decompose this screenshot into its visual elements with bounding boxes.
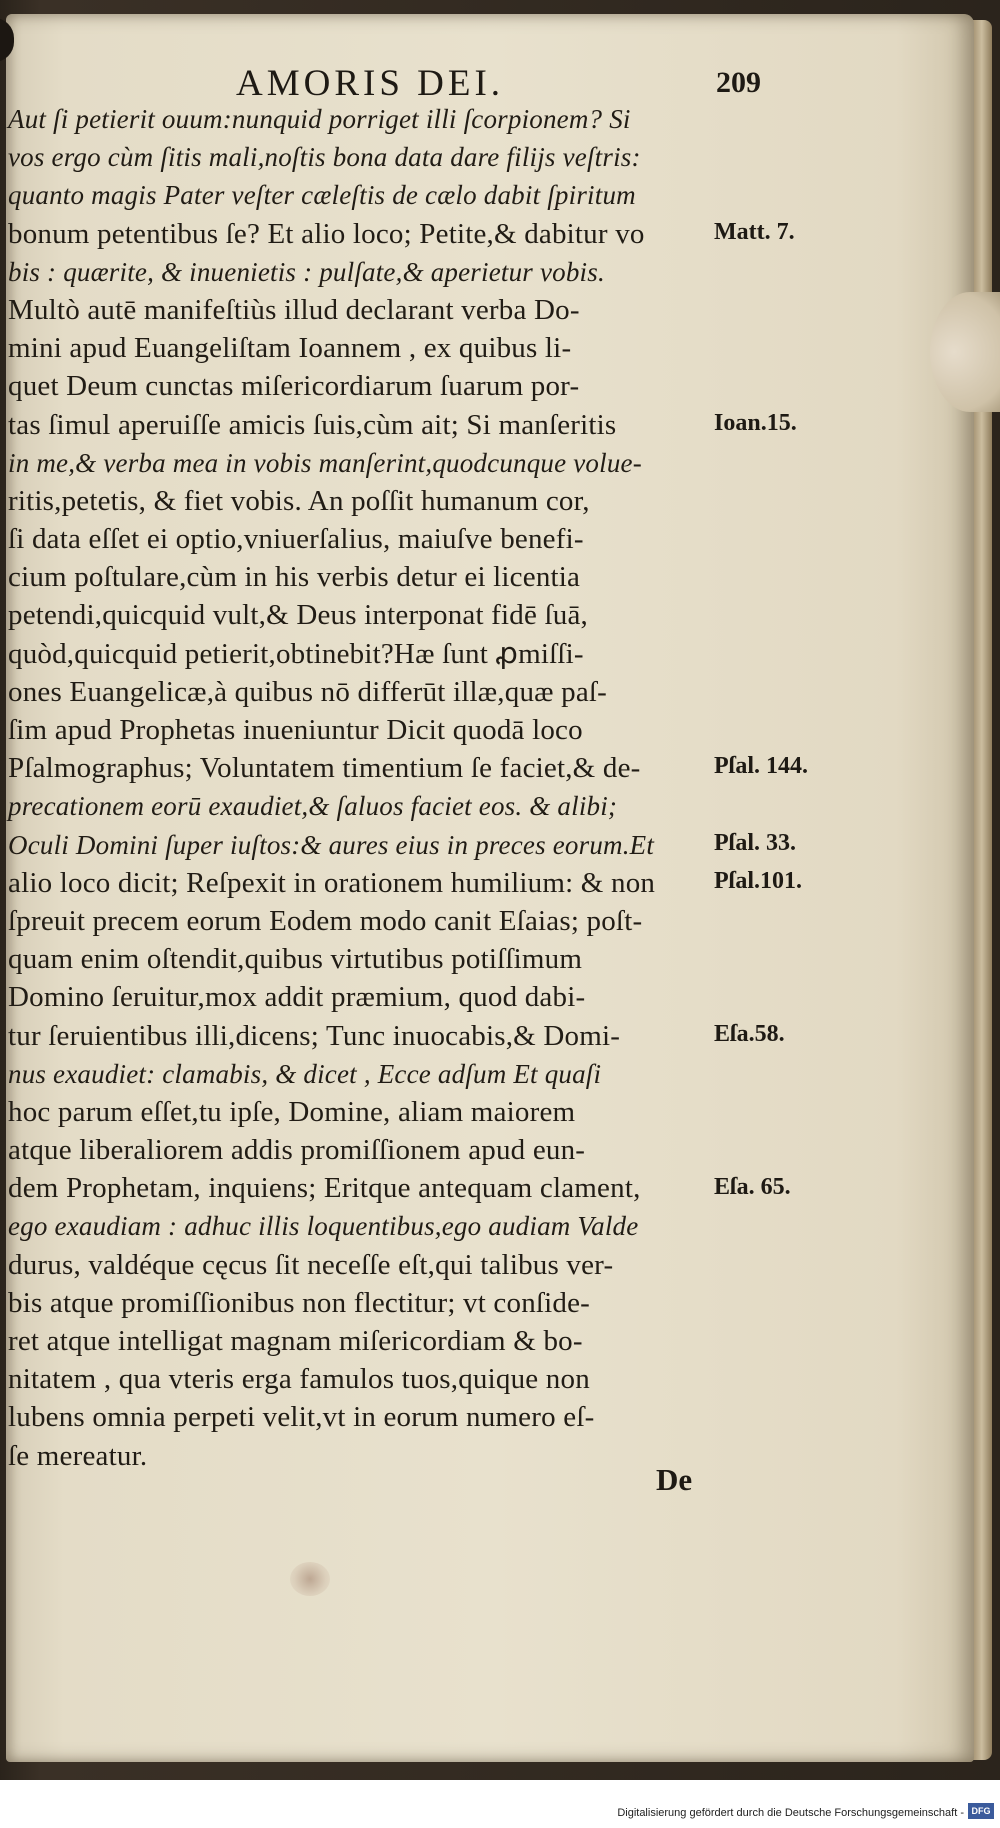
text-line: in me,& verba mea in vobis manſerint,quodcunque volue- [8, 447, 642, 478]
margin-note: Matt. 7. [714, 218, 795, 245]
digitization-credit: Digitalisierung gefördert durch die Deutsche Forschungsgemeinschaft - [617, 1807, 964, 1819]
text-line: bis : quærite, & inuenietis : pulſate,& aperietur vobis. [8, 256, 605, 287]
text-line: nus exaudiet: clamabis, & dicet , Ecce adſum Et quaſi [8, 1058, 602, 1089]
text-line: Aut ſi petierit ouum:nunquid porriget illi ſcorpionem? Si [8, 104, 631, 134]
text-line: Multò autē manifeſtiùs illud declarant verba Do- [8, 293, 580, 326]
text-line: nitatem , qua vteris erga famulos tuos,quique non [8, 1363, 590, 1396]
text-line: hoc parum eſſet,tu ipſe, Domine, aliam maiorem [8, 1095, 576, 1128]
text-line: lubens omnia perpeti velit,vt in eorum numero eſ- [8, 1401, 595, 1434]
text-line: alio loco dicit; Reſpexit in orationem humilium: & non [8, 866, 656, 899]
body-text [8, 100, 708, 1475]
text-line: atque liberaliorem addis promiſſionem apud eun- [8, 1134, 586, 1167]
text-line: ret atque intelligat magnam miſericordiam & bo- [8, 1325, 583, 1357]
text-line: petendi,quicquid vult,& Deus interponat fidē ſuā, [8, 599, 589, 632]
text-line: ones Euangelicæ,à quibus nō differūt illæ,quæ paſ- [8, 675, 608, 708]
text-line: Pſalmographus; Voluntatem timentium ſe faciet,& de- [8, 752, 641, 785]
text-line: ſim apud Prophetas inueniuntur Dicit quodā loco [8, 714, 583, 746]
text-line: ritis,petetis, & fiet vobis. An poſſit humanum cor, [8, 484, 590, 517]
margin-note: Pſal. 144. [714, 753, 808, 780]
book-clasp [930, 292, 1000, 412]
margin-note: Eſa. 65. [714, 1173, 791, 1200]
text-line: quanto magis Pater veſter cæleſtis de cælo dabit ſpiritum [8, 180, 636, 211]
text-line: mini apud Euangeliſtam Ioannem , ex quibus li- [8, 332, 572, 365]
text-line: ſe mereatur. [8, 1439, 148, 1472]
text-line: precationem eorū exaudiet,& ſaluos faciet eos. & alibi; [8, 791, 618, 822]
text-line: ſpreuit precem eorum Eodem modo canit Eſaias; poſt- [8, 904, 643, 937]
page-number: 209 [716, 66, 761, 99]
text-line: Domino ſeruitur,mox addit præmium, quod dabi- [8, 981, 586, 1014]
text-line: Oculi Domini ſuper iuſtos:& aures eius in preces eorum.Et [8, 829, 655, 860]
margin-note: Eſa.58. [714, 1020, 785, 1047]
text-line: quam enim oſtendit,quibus virtutibus potiſſimum [8, 943, 583, 976]
margin-note: Pſal.101. [714, 868, 802, 894]
footer-bar [0, 1780, 1000, 1828]
text-line: tas ſimul aperuiſſe amicis ſuis,cùm ait; Si manſeritis [8, 408, 617, 441]
text-line: ſi data eſſet ei optio,vniuerſalius, maiuſve benefi- [8, 523, 584, 556]
text-line: bonum petentibus ſe? Et alio loco; Petite,& dabitur vo [8, 217, 645, 250]
text-line: quet Deum cunctas miſericordiarum ſuarum por- [8, 370, 580, 403]
text-line: quòd,quicquid petierit,obtinebit?Hæ ſunt ꝓmiſſi- [8, 637, 584, 670]
margin-note: Ioan.15. [714, 409, 797, 436]
text-line: tur ſeruientibus illi,dicens; Tunc inuocabis,& Domi- [8, 1019, 621, 1052]
text-line: dem Prophetam, inquiens; Eritque antequam clament, [8, 1172, 641, 1205]
running-head: AMORIS DEI. [236, 63, 505, 104]
dfg-logo: DFG [968, 1803, 994, 1819]
paper-stain [290, 1562, 330, 1596]
margin-note: Pſal. 33. [714, 829, 796, 856]
text-line: ego exaudiam : adhuc illis loquentibus,ego audiam Valde [8, 1211, 639, 1242]
text-line: vos ergo cùm ſitis mali,noſtis bona data dare filijs veſtris: [8, 142, 641, 173]
text-line: cium poſtulare,cùm in his verbis detur ei licentia [8, 561, 581, 594]
text-line: bis atque promiſſionibus non flectitur; vt conſide- [8, 1286, 591, 1319]
text-line: durus, valdéque cęcus ſit neceſſe eſt,qui talibus ver- [8, 1248, 614, 1281]
catchword: De [656, 1462, 693, 1497]
